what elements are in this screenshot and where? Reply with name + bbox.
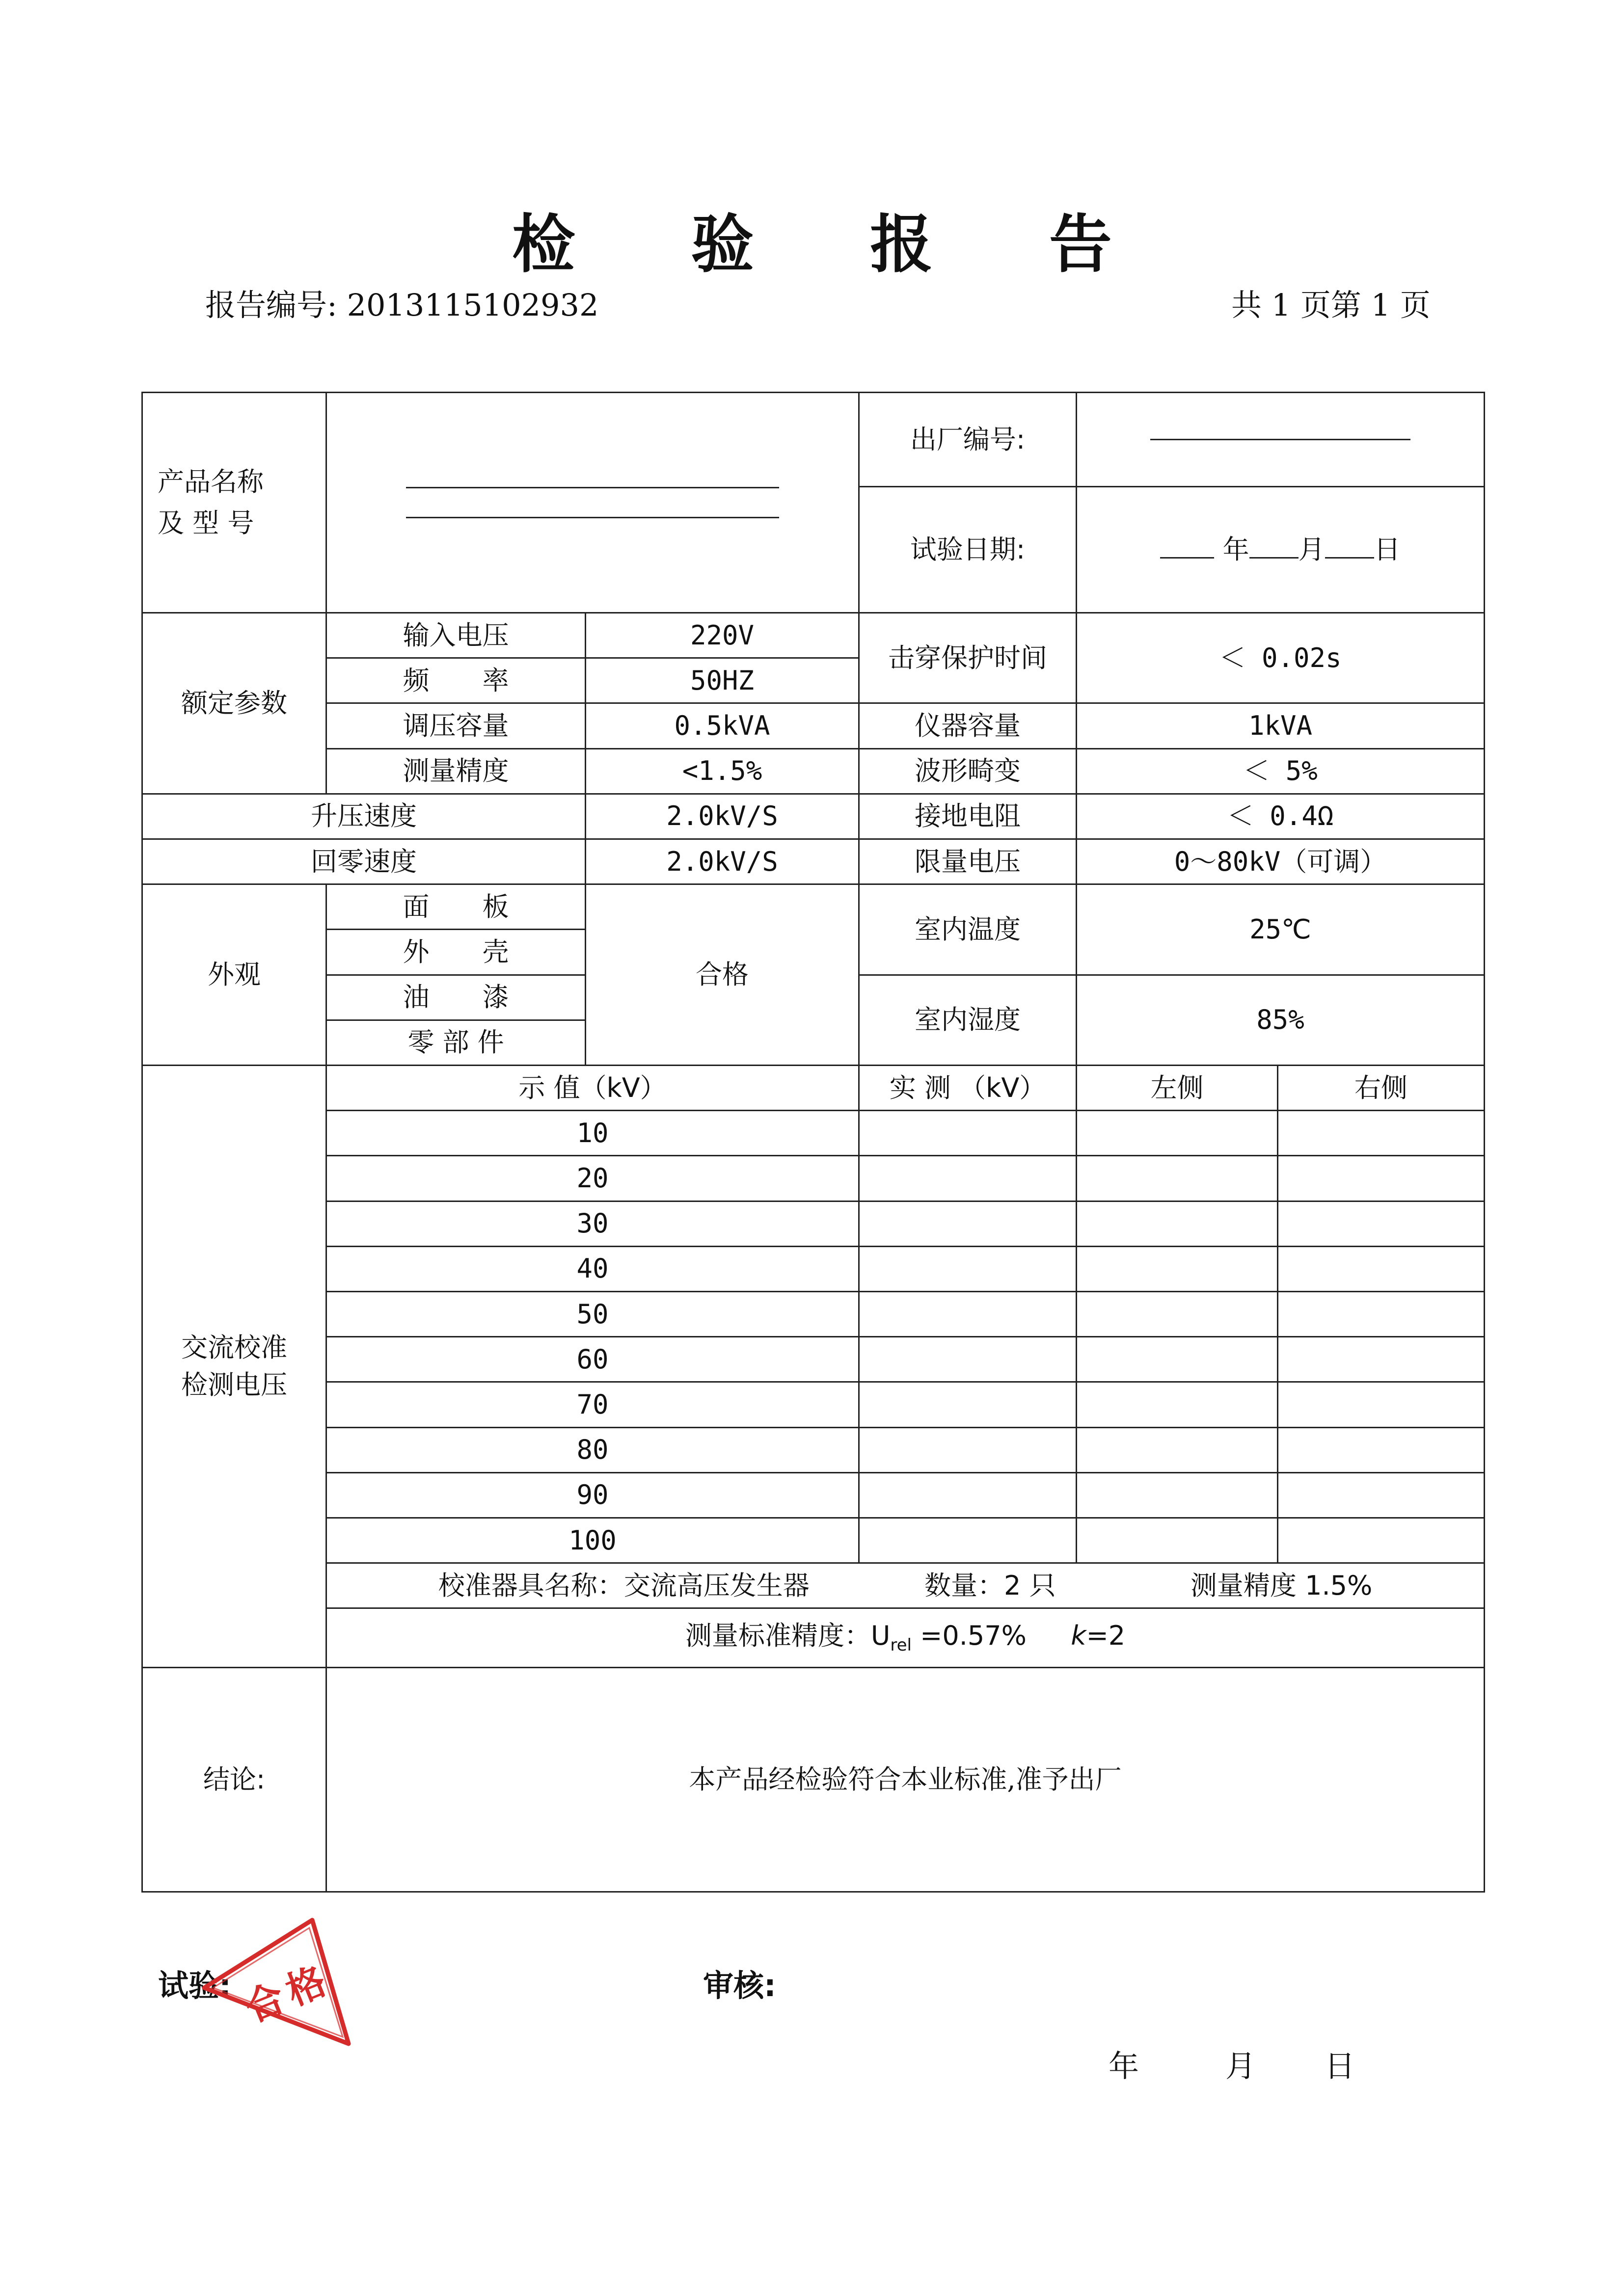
right-cell[interactable] [1278,1472,1485,1518]
month-blank[interactable] [1249,557,1299,559]
table-row [142,1472,1485,1518]
table-row [142,1156,1485,1201]
month-label: 月 [1298,534,1325,565]
factory-no-label: 出厂编号: [859,393,1077,487]
paint-label: 油 漆 [326,975,586,1020]
left-cell[interactable] [1077,1156,1278,1201]
frequency-label: 频 率 [326,658,586,703]
indicated-value: 10 [326,1111,859,1156]
standard-prefix: 测量标准精度：U [685,1620,891,1652]
left-cell[interactable] [1077,1427,1278,1472]
left-cell[interactable] [1077,1292,1278,1337]
table-row [142,1382,1485,1427]
accuracy-label: 测量精度 [326,748,586,794]
factory-no-line[interactable] [1150,439,1410,440]
table-row [142,1246,1485,1291]
right-cell[interactable] [1278,1246,1485,1291]
left-cell[interactable] [1077,1201,1278,1246]
indicated-value: 50 [326,1292,859,1337]
table-row [142,1518,1485,1563]
product-model-line[interactable] [406,517,779,518]
bottom-day-label: 日 [1325,2048,1355,2084]
conclusion-label: 结论: [142,1667,326,1892]
indicated-value: 30 [326,1201,859,1246]
right-cell[interactable] [1278,1292,1485,1337]
right-cell[interactable] [1278,1427,1485,1472]
standard-sub: rel [890,1635,912,1655]
right-cell[interactable] [1278,1518,1485,1563]
factory-no-field[interactable] [1077,393,1485,487]
product-name-field[interactable] [326,393,859,613]
input-voltage-value: 220V [586,613,859,658]
measured-cell[interactable] [859,1382,1077,1427]
waveform-label: 波形畸变 [859,748,1077,794]
reviewer-label: 审核: [703,1968,776,2003]
reg-capacity-label: 调压容量 [326,703,586,748]
return-speed-value: 2.0kV/S [586,839,859,884]
product-name-label [142,393,326,613]
rise-speed-value: 2.0kV/S [586,794,859,839]
col-indicated-header: 示 值（kV） [326,1066,859,1111]
test-date-field[interactable] [1077,487,1485,613]
inst-capacity-label: 仪器容量 [859,703,1077,748]
measured-cell[interactable] [859,1111,1077,1156]
day-label: 日 [1374,534,1401,565]
conclusion-text: 本产品经检验符合本业标准,准予出厂 [326,1667,1485,1892]
right-cell[interactable] [1278,1201,1485,1246]
report-table [141,392,1485,1893]
left-cell[interactable] [1077,1518,1278,1563]
measured-cell[interactable] [859,1337,1077,1382]
left-cell[interactable] [1077,1246,1278,1291]
k-value: =2 [1086,1620,1126,1652]
right-cell[interactable] [1278,1111,1485,1156]
measured-cell[interactable] [859,1246,1077,1291]
page-info: 共 1 页第 1 页 [1231,287,1431,323]
col-right-header: 右侧 [1278,1066,1485,1111]
ground-resistance-value: ＜ 0.4Ω [1077,794,1485,839]
indoor-temp-value: 25℃ [1077,884,1485,975]
test-date-label: 试验日期: [859,487,1077,613]
breakdown-label: 击穿保护时间 [859,613,1077,703]
indoor-humidity-label: 室内湿度 [859,975,1077,1065]
inst-capacity-value: 1kVA [1077,703,1485,748]
measured-cell[interactable] [859,1201,1077,1246]
left-cell[interactable] [1077,1382,1278,1427]
indicated-value: 20 [326,1156,859,1201]
indicated-value: 60 [326,1337,859,1382]
measured-cell[interactable] [859,1156,1077,1201]
indicated-value: 90 [326,1472,859,1518]
reg-capacity-value: 0.5kVA [586,703,859,748]
product-name-line[interactable] [406,487,779,488]
bottom-month-label: 月 [1225,2048,1256,2084]
day-blank[interactable] [1325,557,1374,559]
measured-cell[interactable] [859,1472,1077,1518]
measured-cell[interactable] [859,1427,1077,1472]
instrument-name: 校准器具名称：交流高压发生器 [438,1570,810,1601]
shell-label: 外 壳 [326,930,586,975]
appearance-label: 外观 [142,884,326,1066]
report-title: 检 验 报 告 [512,208,1159,281]
indicated-value: 80 [326,1427,859,1472]
instrument-accuracy: 测量精度 1.5% [1190,1570,1373,1601]
panel-label: 面 板 [326,884,586,930]
limit-voltage-value: 0～80kV（可调） [1077,839,1485,884]
calibration-label-line2: 检测电压 [181,1369,287,1400]
stamp-text: 合格 [239,1957,338,2031]
indicated-value: 100 [326,1518,859,1563]
calibration-label-line1: 交流校准 [181,1332,287,1363]
indoor-humidity-value: 85% [1077,975,1485,1065]
report-number: 报告编号: 2013115102932 [205,287,599,323]
frequency-value: 50HZ [586,658,859,703]
measurement-standard [326,1608,1485,1667]
left-cell[interactable] [1077,1111,1278,1156]
appearance-result: 合格 [586,884,859,1066]
waveform-value: ＜ 5% [1077,748,1485,794]
measured-cell[interactable] [859,1518,1077,1563]
rise-speed-label: 升压速度 [142,794,586,839]
tester-label: 试验: [158,1968,231,2003]
right-cell[interactable] [1278,1337,1485,1382]
parts-label: 零 部 件 [326,1020,586,1065]
right-cell[interactable] [1278,1382,1485,1427]
table-row [142,1337,1485,1382]
product-name-label-line1: 产品名称 [158,466,264,497]
table-row [142,1201,1485,1246]
input-voltage-label: 输入电压 [326,613,586,658]
instrument-quantity: 数量：2 只 [924,1570,1056,1601]
col-measured-header: 实 测 （kV） [859,1066,1077,1111]
k-label: k [1071,1620,1086,1652]
ground-resistance-label: 接地电阻 [859,794,1077,839]
indicated-value: 40 [326,1246,859,1291]
accuracy-value: <1.5% [586,748,859,794]
table-row [142,1111,1485,1156]
table-row [142,1427,1485,1472]
product-name-label-line2: 及 型 号 [158,507,254,538]
return-speed-label: 回零速度 [142,839,586,884]
bottom-year-label: 年 [1109,2048,1139,2084]
right-cell[interactable] [1278,1156,1485,1201]
indoor-temp-label: 室内温度 [859,884,1077,975]
breakdown-value: ＜ 0.02s [1077,613,1485,703]
year-label: 年 [1222,534,1249,565]
left-cell[interactable] [1077,1337,1278,1382]
col-left-header: 左侧 [1077,1066,1278,1111]
calibration-label [142,1066,326,1668]
instrument-info [326,1563,1485,1608]
indicated-value: 70 [326,1382,859,1427]
rated-params-label: 额定参数 [142,613,326,794]
measured-cell[interactable] [859,1292,1077,1337]
table-row [142,1292,1485,1337]
left-cell[interactable] [1077,1472,1278,1518]
limit-voltage-label: 限量电压 [859,839,1077,884]
standard-value: =0.57% [911,1620,1027,1652]
year-blank[interactable] [1160,557,1214,559]
